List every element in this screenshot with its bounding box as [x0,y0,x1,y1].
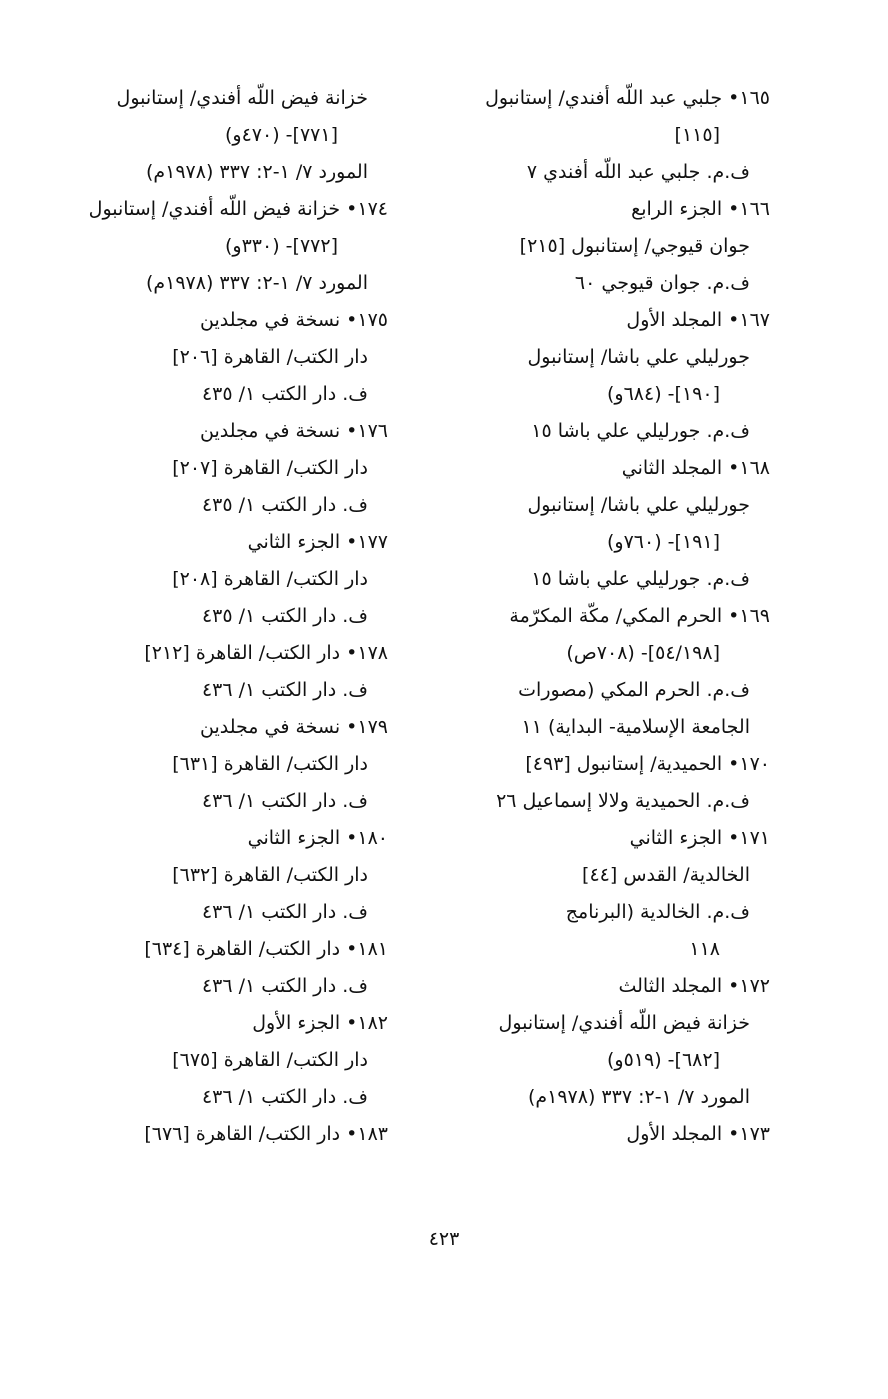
entry-line: خزانة فيض اللّه أفندي/ إستانبول [498,1012,750,1034]
entry-line: ١١٨ [689,938,720,960]
entry-line: ف. دار الكتب ١/ ٤٣٦ [201,1086,368,1108]
entry-line: جورليلي علي باشا/ إستانبول [527,494,750,516]
entry-heading: ١٨٠• الجزء الثاني [247,827,388,849]
entry-heading: ١٨٣• دار الكتب/ القاهرة [٦٧٦] [144,1123,388,1145]
entry-line: [٧٧٢]- (٣٣٠و) [225,235,338,257]
entry-line: ف.م. جوان قيوجي ٦٠ [574,272,750,294]
entry-line: ف. دار الكتب ١/ ٤٣٦ [201,679,368,701]
entry-heading: ١٧٧• الجزء الثاني [247,531,388,553]
entry-heading: ١٧٣• المجلد الأول [626,1123,770,1145]
entry-heading: ١٦٥• جلبي عبد اللّه أفندي/ إستانبول [485,87,770,109]
left-column [28,80,388,1153]
entry-line: جورليلي علي باشا/ إستانبول [527,346,750,368]
entry-heading: ١٨٢• الجزء الأول [252,1012,388,1034]
entry-heading: ١٧٠• الحميدية/ إستانبول [٤٩٣] [525,753,770,775]
entry-heading: ١٧٨• دار الكتب/ القاهرة [٢١٢] [144,642,388,664]
entry-line: [٦٨٢]- (٥١٩و) [607,1049,720,1071]
entry-heading: ١٦٧• المجلد الأول [626,309,770,331]
entry-line: دار الكتب/ القاهرة [٢٠٨] [172,568,368,590]
entry-line: دار الكتب/ القاهرة [٦٧٥] [172,1049,368,1071]
entry-heading: ١٧٤• خزانة فيض اللّه أفندي/ إستانبول [88,198,388,220]
entry-line: ف.م. الحميدية ولالا إسماعيل ٢٦ [496,790,750,812]
entry-heading: ١٧١• الجزء الثاني [629,827,770,849]
right-column [410,80,770,1153]
entry-heading: ١٦٦• الجزء الرابع [631,198,770,220]
entry-line: [١١٥] [674,124,720,146]
entry-line: [١٩١]- (٧٦٠و) [607,531,720,553]
entry-line: دار الكتب/ القاهرة [٦٣١] [172,753,368,775]
entry-line: ف.م. الخالدية (البرنامج [565,901,750,923]
entry-line: ف. دار الكتب ١/ ٤٣٥ [201,383,368,405]
entry-heading: ١٧٦• نسخة في مجلدين [199,420,388,442]
entry-line: المورد ٧/ ١-٢: ٣٣٧ (١٩٧٨م) [145,272,368,294]
entry-line: المورد ٧/ ١-٢: ٣٣٧ (١٩٧٨م) [527,1086,750,1108]
entry-heading: ١٧٥• نسخة في مجلدين [199,309,388,331]
entry-line: ف.م. الحرم المكي (مصورات [518,679,750,701]
entry-line: الخالدية/ القدس [٤٤] [582,864,750,886]
entry-line: المورد ٧/ ١-٢: ٣٣٧ (١٩٧٨م) [145,161,368,183]
entry-line: [٥٤/١٩٨]- (٧٠٨ص) [566,642,720,664]
entry-line: ف. دار الكتب ١/ ٤٣٥ [201,494,368,516]
entry-line: جوان قيوجي/ إستانبول [٢١٥] [519,235,750,257]
entry-heading: ١٦٨• المجلد الثاني [621,457,770,479]
entry-line: دار الكتب/ القاهرة [٦٣٢] [172,864,368,886]
entry-line: خزانة فيض اللّه أفندي/ إستانبول [116,87,368,109]
entry-line: ف. دار الكتب ١/ ٤٣٥ [201,605,368,627]
entry-heading: ١٧٩• نسخة في مجلدين [199,716,388,738]
entry-line: [١٩٠]- (٦٨٤و) [607,383,720,405]
entry-line: ف. دار الكتب ١/ ٤٣٦ [201,901,368,923]
entry-line: ف.م. جلبي عبد اللّه أفندي ٧ [526,161,750,183]
entry-line: [٧٧١]- (٤٧٠و) [225,124,338,146]
entry-line: دار الكتب/ القاهرة [٢٠٧] [172,457,368,479]
entry-line: دار الكتب/ القاهرة [٢٠٦] [172,346,368,368]
entry-heading: ١٦٩• الحرم المكي/ مكّة المكرّمة [509,605,770,627]
entry-line: ف.م. جورليلي علي باشا ١٥ [531,420,750,442]
entry-line: الجامعة الإسلامية- البداية) ١١ [521,716,750,738]
entry-heading: ١٧٢• المجلد الثالث [618,975,770,997]
entry-line: ف. دار الكتب ١/ ٤٣٦ [201,975,368,997]
page-number: ٤٢٣ [428,1228,460,1250]
entry-heading: ١٨١• دار الكتب/ القاهرة [٦٣٤] [144,938,388,960]
entry-line: ف. دار الكتب ١/ ٤٣٦ [201,790,368,812]
entry-line: ف.م. جورليلي علي باشا ١٥ [531,568,750,590]
